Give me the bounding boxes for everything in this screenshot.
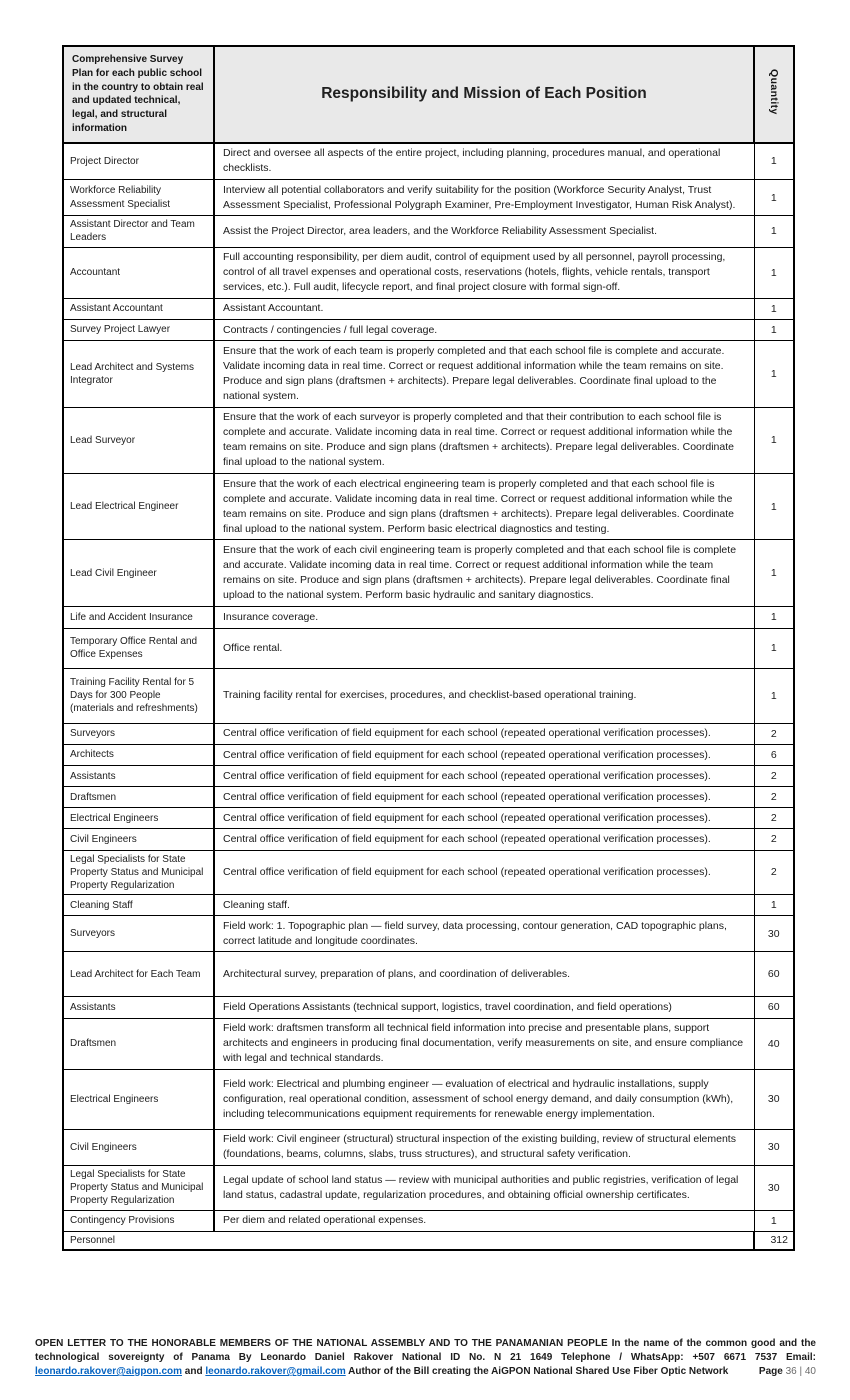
quantity-cell: 6 bbox=[754, 745, 794, 766]
header-col-plan-title: Comprehensive Survey Plan for each public school in the country to obtain real and updated technical, legal, and structural information bbox=[63, 46, 214, 143]
table-row bbox=[63, 997, 794, 1018]
table-row bbox=[63, 766, 794, 787]
page-value: 36 | 40 bbox=[785, 1366, 816, 1377]
mission-cell: Cleaning staff. bbox=[214, 895, 754, 916]
quantity-cell: 2 bbox=[754, 723, 794, 744]
mission-cell: Field Operations Assistants (technical support, logistics, travel coordination, and field operations) bbox=[214, 997, 754, 1018]
footer-text-author: Author of the Bill creating the AiGPON National Shared Use Fiber Optic Network bbox=[345, 1366, 729, 1377]
mission-cell: Per diem and related operational expenses. bbox=[214, 1210, 754, 1231]
quantity-cell: 1 bbox=[754, 407, 794, 473]
quantity-header-label: Quantity bbox=[768, 68, 780, 115]
quantity-cell: 1 bbox=[754, 895, 794, 916]
mission-cell: Training facility rental for exercises, procedures, and checklist-based operational training. bbox=[214, 668, 754, 723]
table-row bbox=[63, 829, 794, 850]
mission-cell: Interview all potential collaborators and verify suitability for the position (Workforce Security Analyst, Trust Assessment Specialist, Professional Polygraph Examiner, Pre-Employment Investigator, Human Risk Analyst). bbox=[214, 180, 754, 216]
table-row bbox=[63, 808, 794, 829]
position-cell: Electrical Engineers bbox=[63, 808, 214, 829]
quantity-cell: 60 bbox=[754, 997, 794, 1018]
mission-cell: Central office verification of field equipment for each school (repeated operational verification processes). bbox=[214, 808, 754, 829]
position-cell: Assistants bbox=[63, 766, 214, 787]
mission-cell: Insurance coverage. bbox=[214, 606, 754, 628]
table-row bbox=[63, 320, 794, 341]
mission-cell: Central office verification of field equipment for each school (repeated operational verification processes). bbox=[214, 766, 754, 787]
quantity-cell: 1 bbox=[754, 320, 794, 341]
email-link-gmail[interactable]: leonardo.rakover@gmail.com bbox=[205, 1366, 346, 1377]
table-row bbox=[63, 1069, 794, 1129]
table-row bbox=[63, 247, 794, 298]
quantity-cell: 2 bbox=[754, 850, 794, 895]
mission-cell: Ensure that the work of each surveyor is properly completed and that their contribution to each school file is complete and accurate. Validate incoming data in real time. Correct or request additional information while the team remains on site. Produce and sign plans (draftsmen + architects). Prepare legal deliverables. Coordinate final upload to the national system. bbox=[214, 407, 754, 473]
mission-cell: Assistant Accountant. bbox=[214, 298, 754, 319]
position-cell: Life and Accident Insurance bbox=[63, 606, 214, 628]
quantity-cell: 1 bbox=[754, 298, 794, 319]
table-row bbox=[63, 1129, 794, 1165]
quantity-cell: 1 bbox=[754, 247, 794, 298]
page-footer bbox=[35, 1337, 816, 1379]
survey-plan-table bbox=[62, 45, 795, 1251]
header-col-responsibility: Responsibility and Mission of Each Position bbox=[214, 46, 754, 143]
footer-text-open-letter: OPEN LETTER TO THE HONORABLE MEMBERS OF THE NATIONAL ASSEMBLY AND TO THE PANAMANIAN PEOPLE In the name of the common good and the technological sovereignty of Panama By Leonardo Daniel Rakover National ID No. N 21 1649 Telephone / WhatsApp: +507 6671 7537 Email: bbox=[35, 1338, 816, 1363]
quantity-cell: 1 bbox=[754, 606, 794, 628]
mission-cell: Field work: draftsmen transform all technical field information into precise and presentable plans, support architects and engineers in producing final documentation, verify measurements on site, and ensure compliance with legal and technical standards. bbox=[214, 1018, 754, 1069]
page-number bbox=[759, 1365, 816, 1379]
quantity-cell: 30 bbox=[754, 916, 794, 952]
table-row bbox=[63, 180, 794, 216]
position-cell: Assistant Accountant bbox=[63, 298, 214, 319]
position-cell: Surveyors bbox=[63, 723, 214, 744]
table-row bbox=[63, 787, 794, 808]
mission-cell: Office rental. bbox=[214, 628, 754, 668]
table-row bbox=[63, 1210, 794, 1231]
table-row bbox=[63, 1231, 794, 1250]
quantity-cell: 2 bbox=[754, 829, 794, 850]
table-row bbox=[63, 916, 794, 952]
table-row bbox=[63, 628, 794, 668]
mission-cell: Central office verification of field equipment for each school (repeated operational verification processes). bbox=[214, 787, 754, 808]
mission-cell: Central office verification of field equipment for each school (repeated operational verification processes). bbox=[214, 723, 754, 744]
position-cell: Contingency Provisions bbox=[63, 1210, 214, 1231]
table-row bbox=[63, 407, 794, 473]
mission-cell: Field work: Civil engineer (structural) structural inspection of the existing building, review of structural elements (foundations, beams, columns, slabs, truss structures), and structural safety verification. bbox=[214, 1129, 754, 1165]
quantity-cell: 1 bbox=[754, 474, 794, 540]
position-cell: Survey Project Lawyer bbox=[63, 320, 214, 341]
quantity-cell: 30 bbox=[754, 1166, 794, 1211]
position-cell: Lead Architect and Systems Integrator bbox=[63, 341, 214, 407]
quantity-cell: 1 bbox=[754, 628, 794, 668]
mission-cell: Central office verification of field equipment for each school (repeated operational verification processes). bbox=[214, 850, 754, 895]
quantity-cell: 30 bbox=[754, 1129, 794, 1165]
position-cell: Lead Electrical Engineer bbox=[63, 474, 214, 540]
position-cell: Project Director bbox=[63, 143, 214, 180]
table-row bbox=[63, 216, 794, 247]
position-cell: Cleaning Staff bbox=[63, 895, 214, 916]
table-row bbox=[63, 895, 794, 916]
mission-cell: Ensure that the work of each civil engineering team is properly completed and that each school file is complete and accurate. Validate incoming data in real time. Correct or request additional information while the team remains on site. Produce and sign plans (draftsmen + architects). Prepare legal deliverables. Coordinate final upload to the national system. Perform basic hydraulic and sanitary diagnostics. bbox=[214, 540, 754, 606]
quantity-cell: 40 bbox=[754, 1018, 794, 1069]
quantity-cell: 60 bbox=[754, 952, 794, 997]
position-cell: Personnel bbox=[63, 1231, 754, 1250]
table-row bbox=[63, 143, 794, 180]
position-cell: Architects bbox=[63, 745, 214, 766]
quantity-cell: 1 bbox=[754, 540, 794, 606]
table-row bbox=[63, 668, 794, 723]
mission-cell: Central office verification of field equipment for each school (repeated operational verification processes). bbox=[214, 829, 754, 850]
position-cell: Training Facility Rental for 5 Days for 300 People (materials and refreshments) bbox=[63, 668, 214, 723]
position-cell: Lead Civil Engineer bbox=[63, 540, 214, 606]
mission-cell: Ensure that the work of each electrical engineering team is properly completed and that each school file is complete and accurate. Validate incoming data in real time. Correct or request additional information while the team remains on site. Produce and sign plans (draftsmen + architects). Prepare legal deliverables. Coordinate final upload to the national system. Perform basic electrical diagnostics and testing. bbox=[214, 474, 754, 540]
quantity-cell: 1 bbox=[754, 341, 794, 407]
table-row bbox=[63, 606, 794, 628]
quantity-cell: 1 bbox=[754, 216, 794, 247]
position-cell: Draftsmen bbox=[63, 787, 214, 808]
position-cell: Temporary Office Rental and Office Expenses bbox=[63, 628, 214, 668]
table-row bbox=[63, 1018, 794, 1069]
page-label: Page bbox=[758, 1366, 783, 1377]
mission-cell: Direct and oversee all aspects of the entire project, including planning, procedures manual, and operational checklists. bbox=[214, 143, 754, 180]
position-cell: Accountant bbox=[63, 247, 214, 298]
table-row bbox=[63, 723, 794, 744]
quantity-cell: 1 bbox=[754, 1210, 794, 1231]
position-cell: Civil Engineers bbox=[63, 1129, 214, 1165]
mission-cell: Architectural survey, preparation of plans, and coordination of deliverables. bbox=[214, 952, 754, 997]
table-header-row bbox=[63, 46, 794, 143]
quantity-cell: 30 bbox=[754, 1069, 794, 1129]
mission-cell: Ensure that the work of each team is properly completed and that each school file is complete and accurate. Validate incoming data in real time. Correct or request additional information while the team remains on site. Produce and sign plans (draftsmen + architects). Prepare legal deliverables. Coordinate final upload to the national system. bbox=[214, 341, 754, 407]
mission-cell: Legal update of school land status — review with municipal authorities and public registries, verification of legal land status, cadastral update, regularization procedures, and obtaining official ownership certificates. bbox=[214, 1166, 754, 1211]
position-cell: Lead Architect for Each Team bbox=[63, 952, 214, 997]
mission-cell: Contracts / contingencies / full legal coverage. bbox=[214, 320, 754, 341]
position-cell: Legal Specialists for State Property Status and Municipal Property Regularization bbox=[63, 1166, 214, 1211]
position-cell: Lead Surveyor bbox=[63, 407, 214, 473]
mission-cell: Field work: 1. Topographic plan — field survey, data processing, contour generation, CAD topographic plans, correct latitude and longitude coordinates. bbox=[214, 916, 754, 952]
table-row bbox=[63, 341, 794, 407]
position-cell: Workforce Reliability Assessment Specialist bbox=[63, 180, 214, 216]
quantity-cell: 2 bbox=[754, 766, 794, 787]
mission-cell: Field work: Electrical and plumbing engineer — evaluation of electrical and hydraulic installations, supply configuration, real operational condition, assessment of school energy demand, and daily consumption (kWh), including telecommunications equipment requirements for renewable energy implementation. bbox=[214, 1069, 754, 1129]
mission-cell: Full accounting responsibility, per diem audit, control of equipment used by all personnel, payroll processing, control of all travel expenses and operational costs, reservations (hotels, flights, vehicle rentals, transport services, etc.). Full audit, lifecycle report, and final project closure with formal sign-off. bbox=[214, 247, 754, 298]
quantity-cell: 312 bbox=[754, 1231, 794, 1250]
position-cell: Draftsmen bbox=[63, 1018, 214, 1069]
table-row bbox=[63, 1166, 794, 1211]
quantity-cell: 2 bbox=[754, 808, 794, 829]
mission-cell: Central office verification of field equipment for each school (repeated operational verification processes). bbox=[214, 745, 754, 766]
table-row bbox=[63, 745, 794, 766]
quantity-cell: 2 bbox=[754, 787, 794, 808]
position-cell: Assistant Director and Team Leaders bbox=[63, 216, 214, 247]
quantity-cell: 1 bbox=[754, 143, 794, 180]
table-row bbox=[63, 298, 794, 319]
position-cell: Surveyors bbox=[63, 916, 214, 952]
table-row bbox=[63, 952, 794, 997]
table-row bbox=[63, 474, 794, 540]
email-link-aigpon[interactable]: leonardo.rakover@aigpon.com bbox=[35, 1366, 183, 1377]
footer-text-and: and bbox=[182, 1366, 206, 1377]
position-cell: Civil Engineers bbox=[63, 829, 214, 850]
position-cell: Assistants bbox=[63, 997, 214, 1018]
table-row bbox=[63, 540, 794, 606]
position-cell: Legal Specialists for State Property Status and Municipal Property Regularization bbox=[63, 850, 214, 895]
table-row bbox=[63, 850, 794, 895]
header-col-quantity bbox=[754, 46, 794, 143]
position-cell: Electrical Engineers bbox=[63, 1069, 214, 1129]
mission-cell: Assist the Project Director, area leaders, and the Workforce Reliability Assessment Specialist. bbox=[214, 216, 754, 247]
quantity-cell: 1 bbox=[754, 180, 794, 216]
quantity-cell: 1 bbox=[754, 668, 794, 723]
